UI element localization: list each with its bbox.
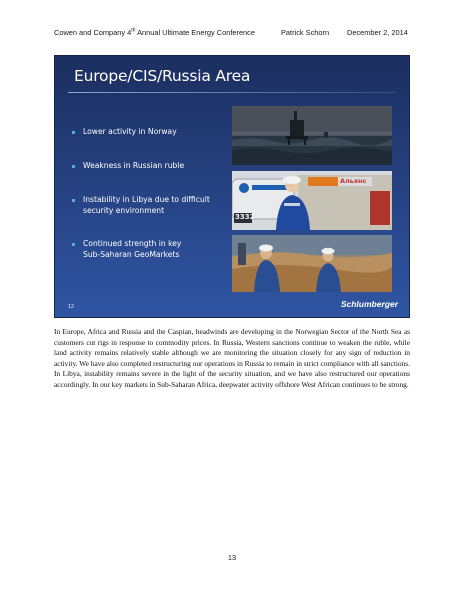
bullet-item: Instability in Libya due to difficult security environment [72,195,222,216]
truck-number-text: 3332 [235,213,255,221]
bullet-item: Lower activity in Norway [72,127,177,138]
offshore-rig-photo [232,106,392,165]
bullet-marker-icon [72,243,75,246]
bullet-marker-icon [72,131,75,134]
bullet-marker-icon [72,199,75,202]
bullet-item: Continued strength in key Sub-Saharan GeoMarkets [72,239,197,260]
speaker-name: Patrick Schorn [281,28,330,37]
slide-number: 12 [68,304,75,310]
title-divider [68,92,396,93]
presentation-slide [54,55,410,318]
conference-name: Cowen and Company 4th Annual Ultimate Energy Conference [54,27,255,37]
page-number: 13 [227,553,237,562]
schlumberger-logo: Schlumberger [340,299,398,309]
header-date: December 2, 2014 [347,28,408,37]
slide-title: Europe/CIS/Russia Area [74,67,251,85]
offshore-rig-icon [232,106,392,165]
worker-truck-photo [232,171,392,230]
bullet-item: Weakness in Russian ruble [72,161,184,172]
truck-sign-text: Альянс [340,177,367,185]
body-paragraph: In Europe, Africa and Russia and the Caspian, headwinds are developing in the Norwegian Sector of the North Sea as customers cut rigs in response to commodity prices. In Russia, Western sanctions continue to weaken the ruble, while land activity remains relatively stable although we are monitoring the situation closely for any sign of reduction in activity. We have also completed restructuring our operations in Russia to remain in strict compliance with all sanctions. In Libya, instability remains severe in the light of the security situation, and we have also restructured our operations accordingly. In our key markets in Sub-Saharan Africa, deepwater activity offshore West African continues to be strong. [54,327,410,389]
desert-workers-photo [232,235,392,292]
bullet-marker-icon [72,165,75,168]
desert-workers-icon [232,235,392,292]
ordinal-suffix: th [131,27,136,34]
worker-truck-icon [232,171,392,230]
